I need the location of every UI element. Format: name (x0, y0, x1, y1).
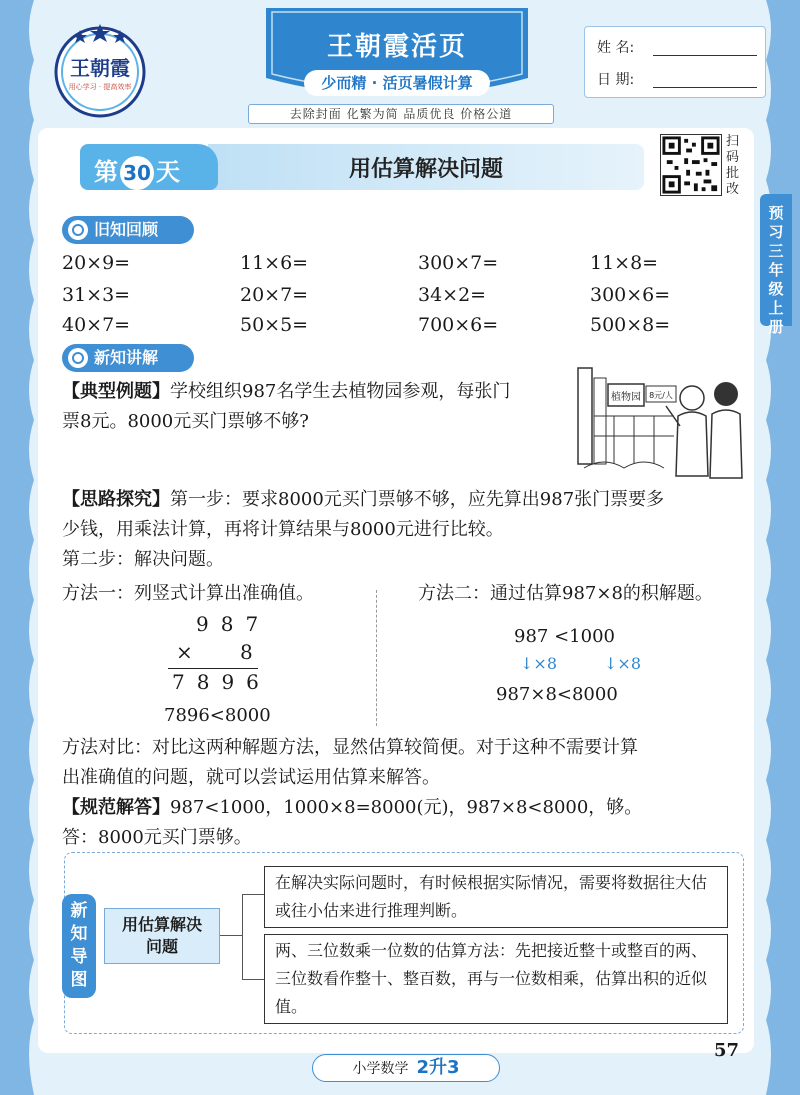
vertical-times-sign: × (176, 640, 205, 664)
review-tag (62, 216, 194, 244)
method-compare-line-2: 出准确值的问题，就可以尝试运用估算来解答。 (62, 767, 440, 788)
medal-icon (68, 348, 88, 368)
zoo-gate-illustration (574, 356, 750, 484)
review-expr: 11×6= (240, 252, 309, 274)
vertical-multiplicand: 987 (196, 612, 271, 636)
vertical-multiplier: 8 (240, 640, 265, 664)
left-wave-border (0, 0, 40, 1095)
slogan: 去除封面 化繁为简 品质优良 价格公道 (248, 104, 554, 124)
vertical-compare: 7896<8000 (164, 705, 271, 726)
think-line-2: 少钱，用乘法计算，再将计算结果与8000元进行比较。 (62, 519, 504, 540)
qr-label: 扫码批改 (726, 134, 740, 197)
vertical-product: 7896 (172, 670, 271, 694)
name-field[interactable] (653, 55, 757, 56)
brand-subtitle: 少而精 · 活页暑假计算 (304, 70, 490, 96)
method-two-label: 方法二：通过估算987×8的积解题。 (418, 583, 713, 604)
mind-map-side-label: 新知导图 (70, 901, 88, 990)
illus-sign-text: 植物园 (611, 392, 641, 403)
new-knowledge-tag (62, 344, 194, 372)
review-expr: 300×6= (590, 284, 671, 306)
estimate-arrow-left: ↓×8 (520, 654, 557, 673)
estimate-line-1: 987 <1000 (514, 626, 615, 647)
review-expr: 40×7= (62, 314, 131, 336)
review-expr: 300×7= (418, 252, 499, 274)
brand-title: 王朝霞活页 (326, 32, 467, 62)
name-date-box (584, 26, 766, 98)
final-answer: 答：8000元买门票够。 (62, 827, 252, 848)
footer-subject: 小学数学 (352, 1061, 409, 1077)
method-one-label: 方法一：列竖式计算出准确值。 (62, 583, 314, 604)
day-prefix: 第 (94, 158, 118, 186)
method-divider (376, 590, 377, 726)
think-label: 【思路探究】 (62, 489, 170, 510)
method-compare-line-1: 方法对比：对比这两种解题方法，显然估算较简便。对于这种不需要计算 (62, 737, 638, 758)
footer-grade: 2升3 (416, 1057, 460, 1078)
new-knowledge-tag-label: 新知讲解 (94, 348, 159, 367)
logo-text: 王朝霞 (70, 56, 130, 80)
day-label (94, 152, 180, 190)
mind-map-center-line-2: 问题 (145, 937, 178, 956)
standard-answer (62, 794, 752, 822)
mind-map-center-line-1: 用估算解决 (121, 915, 202, 934)
estimate-line-2: 987×8<8000 (496, 684, 618, 705)
date-field[interactable] (653, 87, 757, 88)
answer-label: 【规范解答】 (62, 797, 170, 818)
logo-subtext: 用心学习 · 提高效率 (68, 83, 132, 91)
review-expr: 50×5= (240, 314, 309, 336)
review-expr: 20×7= (240, 284, 309, 306)
example-line-2: 票8元。8000元买门票够不够? (62, 411, 309, 432)
footer-tab (312, 1054, 500, 1082)
right-wave-border (760, 0, 800, 1095)
name-label: 姓 名: (597, 40, 635, 56)
review-expr: 34×2= (418, 284, 487, 306)
example-problem (62, 378, 572, 406)
mind-map-box-1: 在解决实际问题时，有时候根据实际情况，需要将数据往大估或往小估来进行推理判断。 (264, 866, 728, 928)
qr-code-icon[interactable] (660, 134, 722, 196)
day-number: 30 (120, 156, 154, 190)
lesson-title: 用估算解决问题 (348, 157, 503, 182)
review-expr: 11×8= (590, 252, 659, 274)
vertical-line (168, 668, 258, 669)
medal-icon (68, 220, 88, 240)
day-suffix: 天 (156, 158, 180, 186)
review-expr: 700×6= (418, 314, 499, 336)
illus-price-text: 8元/人 (649, 391, 673, 400)
example-line-1: 学校组织987名学生去植物园参观，每张门 (170, 381, 511, 402)
example-label: 【典型例题】 (62, 381, 170, 402)
thinking-explore (62, 486, 752, 514)
date-label: 日 期: (597, 72, 635, 88)
review-expr: 31×3= (62, 284, 131, 306)
connector-line (220, 935, 242, 936)
page-number: 57 (714, 1040, 740, 1061)
review-tag-label: 旧知回顾 (94, 220, 159, 239)
mind-map-box-2: 两、三位数乘一位数的估算方法：先把接近整十或整百的两、三位数看作整十、整百数，再与一位数相乘，估算出积的近似值。 (264, 934, 728, 1024)
answer-text: 987<1000，1000×8=8000(元)，987×8<8000，够。 (170, 797, 643, 818)
connector-bracket (242, 894, 264, 980)
review-expr: 20×9= (62, 252, 131, 274)
estimate-arrow-right: ↓×8 (604, 654, 641, 673)
step-two: 第二步：解决问题。 (62, 549, 224, 570)
side-tab-label: 预习三年级上册 (768, 204, 784, 336)
mind-map-center (104, 908, 220, 964)
think-line-1: 第一步：要求8000元买门票够不够，应先算出987张门票要多 (170, 489, 665, 510)
review-expr: 500×8= (590, 314, 671, 336)
